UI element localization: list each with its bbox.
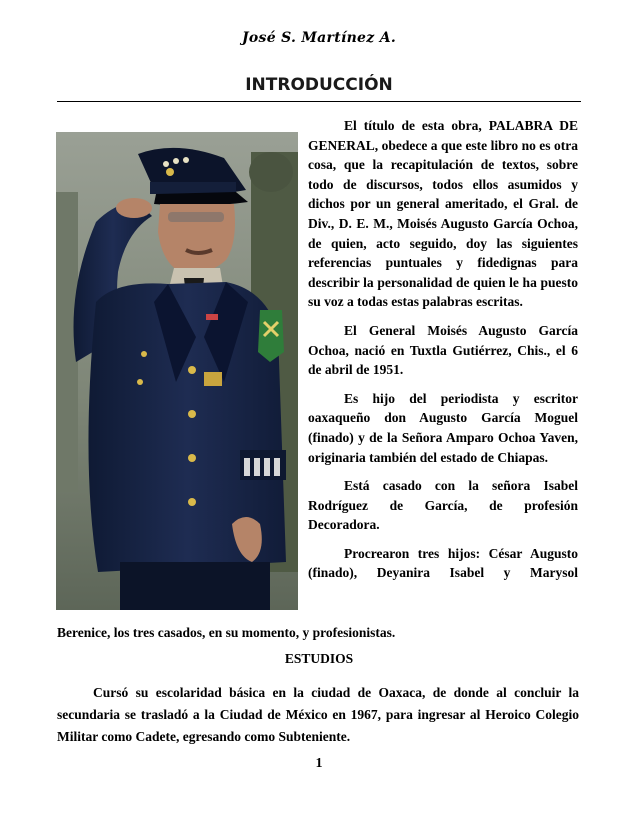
intro-paragraph-2: El General Moisés Augusto García Ochoa, nació en Tuxtla Gutiérrez, Chis., el 6 de abril de 1951. bbox=[308, 322, 578, 378]
section-title-estudios: ESTUDIOS bbox=[284, 651, 354, 666]
studies-paragraph: Cursó su escolaridad básica en la ciudad de Oaxaca, de donde al concluir la secundaria se trasladó a la Ciudad de México en 1967, para ingresar al Heroico Colegio Militar como Cadete, egresando como Subteniente. bbox=[57, 685, 579, 744]
general-portrait-photo bbox=[56, 132, 298, 610]
portrait-illustration bbox=[56, 132, 298, 610]
intro-paragraph-5-end: Berenice, los tres casados, en su momento, y profesionistas. bbox=[57, 625, 396, 640]
intro-paragraph-3: Es hijo del periodista y escritor oaxaqueño don Augusto García Moguel (finado) y de la Señora Amparo Ochoa Yaven, originaria también del estado de Chiapas. bbox=[308, 390, 578, 465]
intro-paragraph-5-start: Procrearon tres hijos: César Augusto (finado), Deyanira Isabel y Marysol bbox=[308, 545, 578, 581]
intro-column bbox=[308, 116, 578, 583]
page-title: INTRODUCCIÓN bbox=[245, 75, 393, 95]
intro-paragraph-4: Está casado con la señora Isabel Rodríguez de García, de profesión Decoradora. bbox=[308, 478, 578, 533]
intro-paragraph-1: El título de esta obra, PALABRA DE GENERAL, obedece a que este libro no es otra cosa, que la recapitulación de textos, sobre todo de discursos, todos ellos asumidos y dichos por un general ameritado, el Gral. de Div., D. E. M., Moisés Augusto García Ochoa, de quien, acto seguido, doy las siguientes referencias puntuales y fidedignas para describir la personalidad de quien le ha puesto su voz a todas estas palabras escritas. bbox=[308, 118, 578, 310]
page-number: 1 bbox=[315, 756, 323, 771]
header-author: José S. Martínez A. bbox=[241, 30, 397, 46]
title-divider bbox=[57, 101, 581, 102]
